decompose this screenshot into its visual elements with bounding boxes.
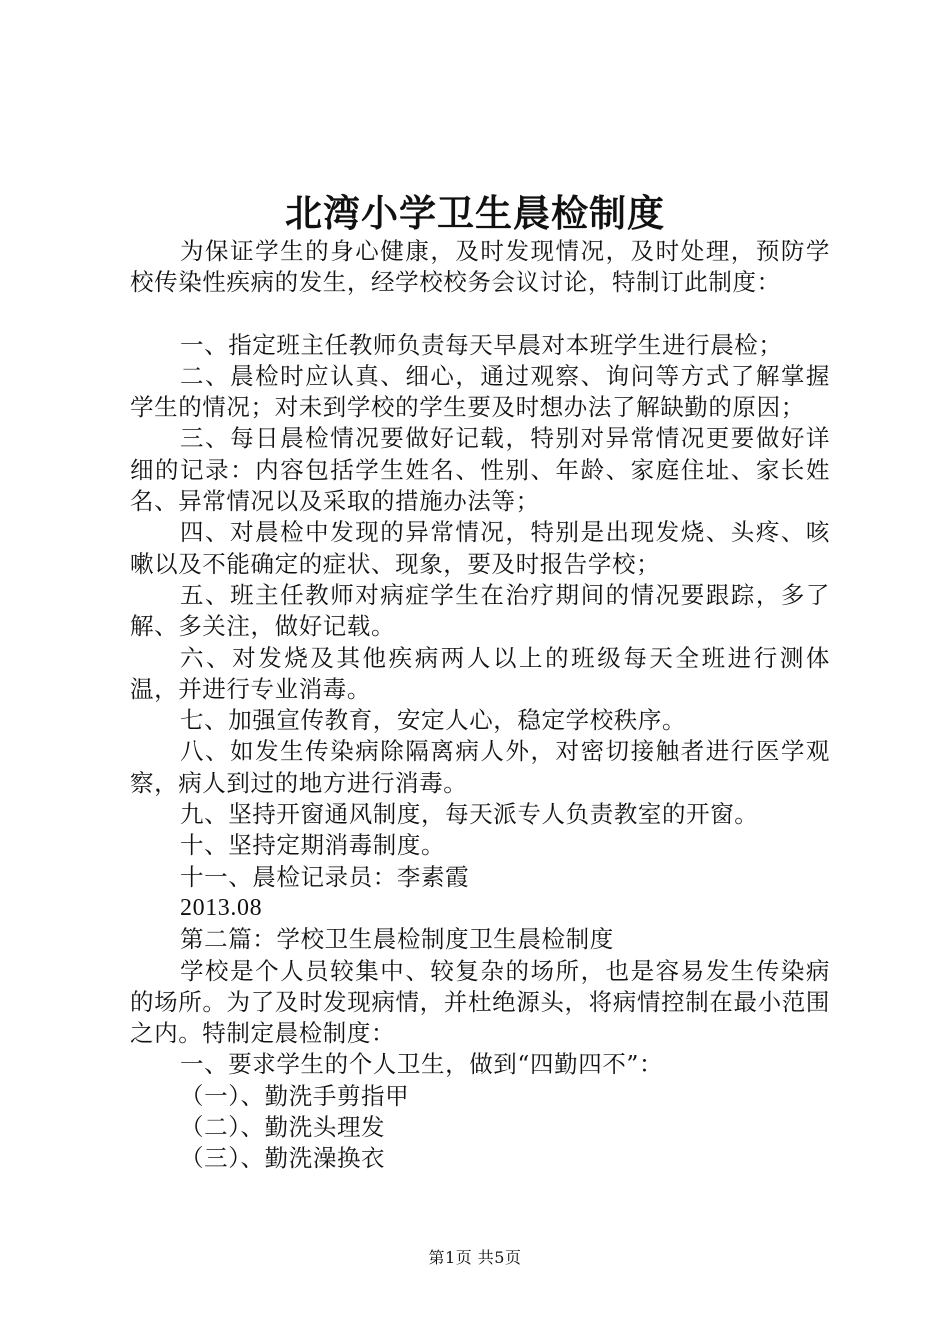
- intro-paragraph: 为保证学生的身心健康，及时发现情况，及时处理，预防学校传染性疾病的发生，经学校校务会议讨论，特制订此制度：: [130, 237, 830, 297]
- page-footer: 第1页 共5页: [428, 1248, 522, 1267]
- sub-item-1: （一）、勤洗手剪指甲: [180, 1081, 410, 1110]
- document-body: [130, 236, 830, 1175]
- rule-6: 六、对发烧及其他疾病两人以上的班级每天全班进行测体温，并进行专业消毒。: [130, 643, 830, 703]
- rule-7: 七、加强宣传教育，安定人心，稳定学校秩序。: [180, 706, 687, 735]
- sub-item-2: （二）、勤洗头理发: [180, 1113, 386, 1142]
- section-intro: 学校是个人员较集中、较复杂的场所，也是容易发生传染病的场所。为了及时发现病情，并杜绝源头，将病情控制在最小范围之内。特制定晨检制度：: [130, 956, 830, 1048]
- rule-8: 八、如发生传染病除隔离病人外，对密切接触者进行医学观察，病人到过的地方进行消毒。: [130, 737, 830, 797]
- rule-1: 一、指定班主任教师负责每天早晨对本班学生进行晨检；: [180, 330, 783, 359]
- rule-2: 二、晨检时应认真、细心，通过观察、询问等方式了解掌握学生的情况；对未到学校的学生要及时想办法了解缺勤的原因；: [130, 361, 830, 422]
- rule-4: 四、对晨检中发现的异常情况，特别是出现发烧、头疼、咳嗽以及不能确定的症状、现象，要及时报告学校；: [130, 518, 830, 578]
- section-heading: 第二篇：学校卫生晨检制度卫生晨检制度: [180, 925, 614, 954]
- rule-10: 十、坚持定期消毒制度。: [180, 831, 446, 860]
- requirement-1: 一、要求学生的个人卫生，做到“四勤四不”：: [180, 1050, 664, 1079]
- rule-11: 十一、晨检记录员：李素霞: [180, 862, 470, 891]
- document-title: 北湾小学卫生晨检制度: [285, 191, 665, 235]
- date-line: 2013.08: [180, 894, 263, 921]
- rule-5: 五、班主任教师对病症学生在治疗期间的情况要跟踪，多了解、多关注，做好记载。: [130, 580, 830, 641]
- sub-item-3: （三）、勤洗澡换衣: [180, 1144, 386, 1173]
- rule-3: 三、每日晨检情况要做好记载，特别对异常情况更要做好详细的记录：内容包括学生姓名、性别、年龄、家庭住址、家长姓名、异常情况以及采取的措施办法等；: [130, 424, 830, 516]
- rule-9: 九、坚持开窗通风制度，每天派专人负责教室的开窗。: [180, 800, 759, 829]
